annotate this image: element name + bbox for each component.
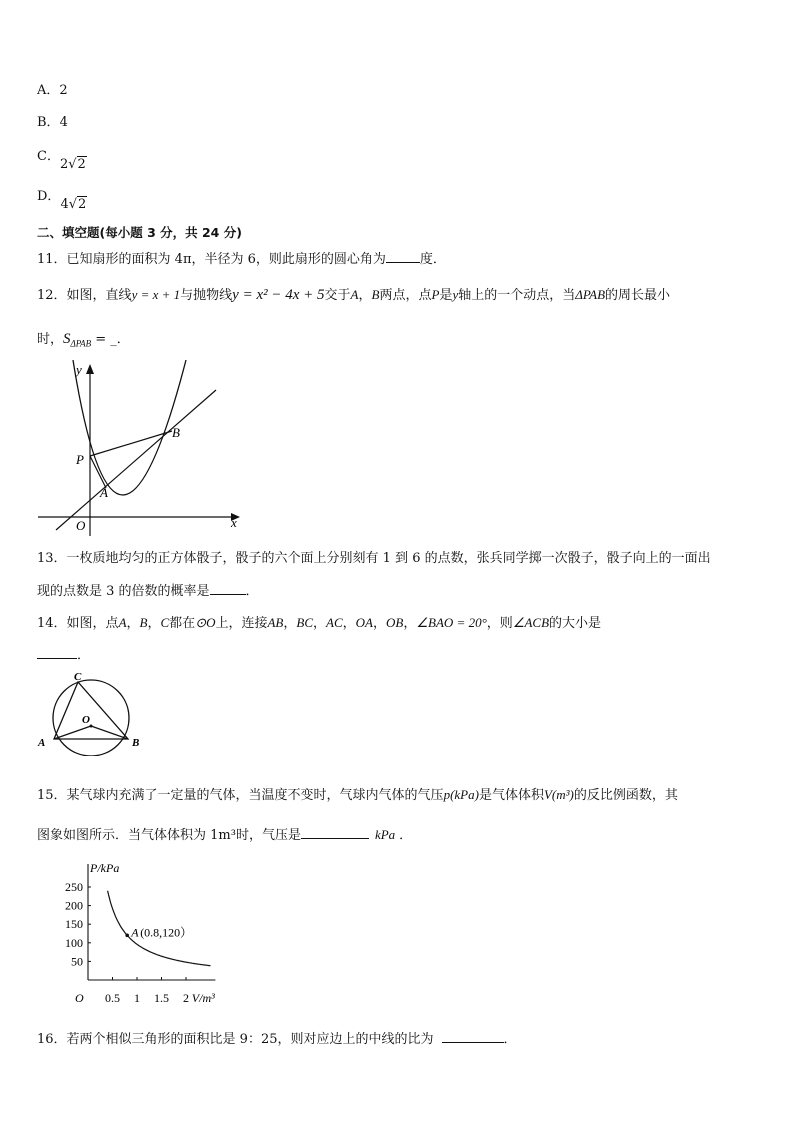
text: 如图，直线: [66, 288, 132, 303]
text: ．: [503, 1032, 517, 1047]
volume-var: V(m³): [543, 787, 574, 802]
point-a-label: A: [131, 925, 139, 940]
text: 的大小是: [549, 616, 602, 631]
text: 时，: [37, 332, 64, 347]
text: ，: [283, 616, 297, 631]
question-11: [37, 250, 446, 269]
option-value: 4: [59, 115, 68, 130]
question-13: [37, 550, 711, 568]
option-value: 2: [59, 83, 68, 98]
y-tick-label: 100: [65, 935, 83, 950]
segment-oa: [54, 726, 91, 739]
figure-14: [36, 668, 146, 756]
y-tick-label: 250: [65, 880, 83, 894]
question-14: [37, 614, 601, 633]
unit: kPa: [374, 827, 396, 842]
text: ，: [358, 288, 372, 303]
text: 图象如图所示．当气体体积为 1m³时，气压是: [37, 828, 301, 843]
circle-o: ⊙O: [195, 615, 216, 630]
question-number: 15．: [37, 788, 67, 803]
question-text: 若两个相似三角形的面积比是 9：25，则对应边上的中线的比为: [66, 1032, 434, 1047]
question-13-line2: [37, 582, 259, 601]
y-tick-label: 150: [65, 917, 83, 932]
question-text: 已知扇形的面积为 4π，半径为 6，则此扇形的圆心角为: [66, 252, 386, 267]
x-tick-label: 2: [183, 991, 189, 1005]
text: = _．: [91, 332, 130, 347]
text: ．: [77, 648, 91, 663]
point-o-label: O: [82, 714, 90, 726]
option-d: [37, 188, 87, 212]
option-a: [37, 82, 68, 100]
x-axis-label: V/m³: [191, 991, 215, 1005]
question-12-line2: [37, 330, 130, 353]
point-b: B: [371, 287, 380, 302]
y-label: y: [76, 362, 82, 377]
area-symbol: S: [63, 331, 71, 347]
text: ．: [399, 828, 413, 843]
option-c: [37, 148, 87, 172]
x-tick-label: 1.5: [154, 991, 169, 1005]
parabola-equation: y = x² − 4x + 5: [232, 287, 325, 303]
option-letter: D．: [37, 189, 61, 204]
y-tick-label: 50: [71, 954, 83, 969]
question-number: 14．: [37, 616, 67, 631]
y-tick-label: 200: [65, 898, 83, 913]
origin-label: O: [76, 518, 86, 533]
point-p-label: P: [76, 452, 84, 467]
triangle-pab: ΔPAB: [575, 287, 606, 302]
section-title: 二、填空题(每小题 3 分，共 24 分): [37, 225, 242, 240]
origin-label: O: [75, 991, 84, 1005]
y-axis-label: P/kPa: [90, 861, 120, 875]
point-b-label: B: [132, 737, 140, 749]
sqrt-symbol: √2: [68, 157, 86, 172]
point-b-label: B: [172, 425, 180, 440]
option-coef: 4: [60, 197, 69, 212]
seg-ob: OB: [386, 615, 404, 630]
text: 现的点数是 3 的倍数的概率是: [37, 584, 210, 599]
answer-blank[interactable]: [210, 582, 246, 595]
point-a: A: [350, 287, 359, 302]
angle-acb: ∠ACB: [512, 615, 550, 630]
question-15: [37, 786, 678, 805]
answer-blank[interactable]: [386, 250, 420, 263]
x-tick-label: 1: [134, 991, 140, 1005]
option-letter: C．: [37, 149, 60, 164]
question-number: 13．: [37, 551, 67, 566]
point-c-label: C: [74, 671, 82, 683]
point-a-label: A: [38, 737, 46, 749]
figure-15-chart: [58, 860, 238, 1010]
text: ，: [126, 616, 140, 631]
text: ，: [403, 616, 417, 631]
question-number: 11．: [37, 252, 67, 267]
option-b: [37, 114, 68, 132]
text: 某气球内充满了一定量的气体，当温度不变时，气球内气体的气压: [66, 788, 444, 803]
area-subscript: ΔPAB: [70, 338, 92, 349]
text: ，: [342, 616, 356, 631]
point-a-coords: (0.8,120）: [140, 925, 193, 940]
question-text-end: 度．: [419, 252, 446, 267]
seg-bc: BC: [296, 615, 314, 630]
text: 是: [439, 288, 453, 303]
option-radicand: 2: [78, 197, 87, 212]
text: 如图，点: [66, 616, 119, 631]
y-axis-arrow: [86, 364, 94, 374]
question-14-line2: [37, 646, 90, 665]
text: ，则: [486, 616, 513, 631]
text: 轴上的一个动点，当: [458, 288, 576, 303]
answer-blank[interactable]: [442, 1030, 504, 1043]
text: 与抛物线: [180, 288, 233, 303]
question-16: [37, 1030, 517, 1049]
point-p: P: [431, 287, 440, 302]
point-b: B: [139, 615, 148, 630]
text: 都在: [169, 616, 196, 631]
text: 上，连接: [215, 616, 268, 631]
text: ，: [313, 616, 327, 631]
question-number: 12．: [37, 288, 67, 303]
text: 是气体体积: [478, 788, 544, 803]
question-15-line2: [37, 826, 412, 845]
text: ．: [245, 584, 259, 599]
x-tick-label: 0.5: [105, 991, 120, 1005]
answer-blank[interactable]: [301, 826, 369, 839]
segment-pa: [90, 456, 106, 488]
point-a-label: A: [100, 485, 108, 500]
text: 两点，点: [379, 288, 432, 303]
option-radicand: 2: [77, 157, 86, 172]
option-letter: A．: [37, 83, 60, 98]
text: 的反比例函数，其: [573, 788, 678, 803]
option-letter: B．: [37, 115, 60, 130]
line-equation: y = x + 1: [131, 287, 181, 302]
text: 交于: [324, 288, 351, 303]
question-number: 16．: [37, 1032, 67, 1047]
circle: [53, 680, 129, 756]
question-text: 一枚质地均匀的正方体骰子，骰子的六个面上分别刻有 1 到 6 的点数，张兵同学掷一次骰子，骰子向上的一面出: [66, 551, 711, 566]
seg-ab: AB: [267, 615, 284, 630]
point-c: C: [160, 615, 170, 630]
sqrt-symbol: √2: [68, 197, 87, 212]
angle-bao: ∠BAO = 20°: [416, 615, 487, 630]
text: ，: [373, 616, 387, 631]
y-var: y: [452, 287, 459, 302]
question-12: [37, 286, 670, 305]
answer-blank[interactable]: [37, 646, 77, 659]
point-a: A: [118, 615, 127, 630]
seg-ac: AC: [326, 615, 343, 630]
x-label: x: [231, 515, 237, 530]
text: ，: [147, 616, 161, 631]
pressure-var: p(kPa): [443, 787, 479, 802]
option-coef: 2: [59, 157, 69, 172]
text: 的周长最小: [605, 288, 671, 303]
point-a: [125, 934, 129, 938]
figure-12: [36, 360, 246, 536]
seg-oa: OA: [355, 615, 374, 630]
